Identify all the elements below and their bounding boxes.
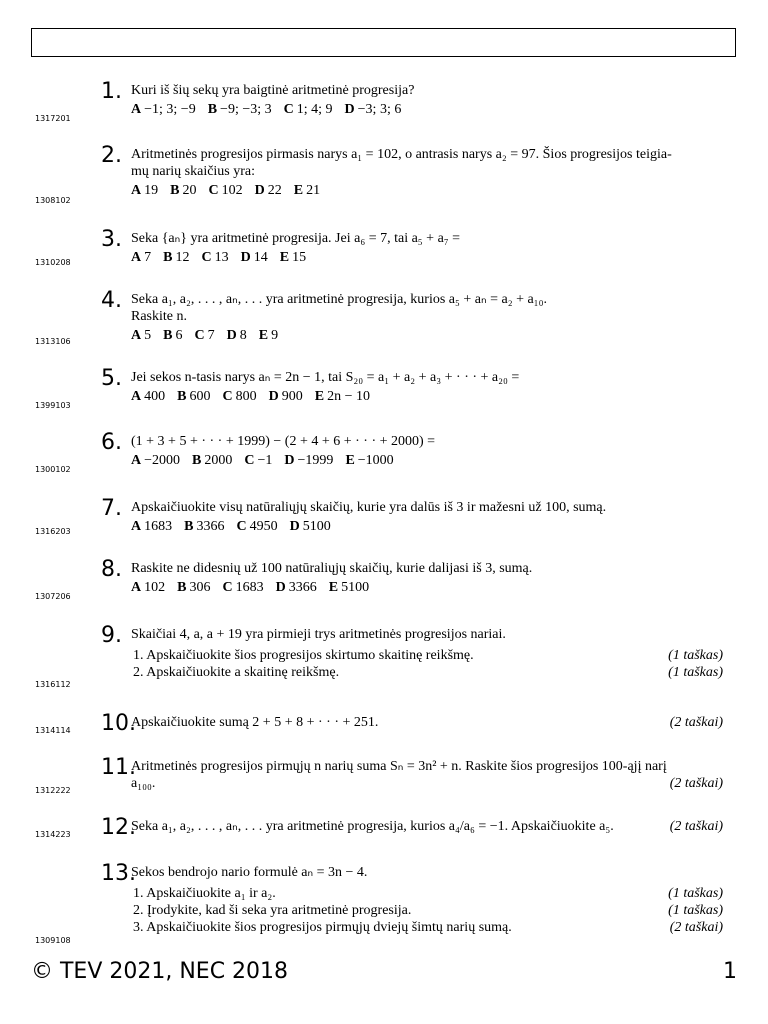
problem-code: 1317201 [35, 114, 71, 123]
problem-code: 1316112 [35, 680, 71, 689]
problem-text: Apskaičiuokite visų natūraliųjų skaičių, kurie yra dalūs iš 3 ir mažesni už 100, sumą. [131, 500, 607, 515]
problem-code: 1314223 [35, 830, 71, 839]
answer-options [131, 249, 723, 266]
answer-option [170, 183, 196, 198]
answer-option [222, 580, 263, 595]
option-letter: D [254, 183, 265, 198]
option-text: 14 [253, 250, 268, 265]
problem-body [131, 230, 723, 266]
problem-text: Skaičiai 4, a, a + 19 yra pirmieji trys aritmetinės progresijos nariai. [131, 627, 506, 642]
points-label: (2 taškai) [669, 819, 723, 834]
problem-body [131, 146, 723, 199]
option-text: 306 [189, 580, 211, 595]
option-text: 19 [144, 183, 159, 198]
option-letter: C [283, 102, 294, 117]
option-text: 102 [221, 183, 243, 198]
option-letter: E [293, 183, 304, 198]
option-letter: B [192, 453, 202, 468]
problem-number: 5. [101, 366, 122, 391]
problem-number: 9. [101, 623, 122, 648]
answer-option [131, 250, 151, 265]
answer-option [284, 102, 333, 117]
problem-number: 1. [101, 79, 122, 104]
problem-code: 1307206 [35, 592, 71, 601]
option-text: 20 [182, 183, 197, 198]
answer-option [194, 328, 214, 343]
answer-option [163, 328, 182, 343]
answer-options [131, 327, 723, 344]
subquestion [131, 885, 723, 902]
option-letter: B [207, 102, 218, 117]
problem-number: 11. [101, 755, 136, 780]
problem-code: 1313106 [35, 337, 71, 346]
answer-option [259, 328, 278, 343]
answer-option [131, 389, 165, 404]
problem-body [131, 82, 723, 118]
option-letter: A [131, 519, 142, 534]
option-text: 400 [144, 389, 166, 404]
problem-body [131, 291, 723, 344]
option-text: 5100 [302, 519, 331, 534]
option-letter: D [289, 519, 300, 534]
problem-body [131, 758, 723, 792]
subquestion [131, 902, 723, 919]
option-letter: C [244, 453, 255, 468]
points-label: (1 taškas) [668, 903, 723, 918]
points-label: (2 taškai) [669, 776, 723, 791]
option-text: 7 [144, 250, 152, 265]
subquestion [131, 664, 723, 681]
answer-option [244, 453, 272, 468]
answer-option [131, 580, 165, 595]
option-text: 15 [292, 250, 307, 265]
option-letter: E [314, 389, 325, 404]
option-letter: B [170, 183, 180, 198]
answer-option [280, 250, 306, 265]
option-text: 5 [144, 328, 152, 343]
option-text: 7 [207, 328, 215, 343]
option-letter: C [201, 250, 212, 265]
answer-option [227, 328, 247, 343]
option-letter: C [236, 519, 247, 534]
answer-option [241, 250, 268, 265]
problem-code: 1314114 [35, 726, 71, 735]
answer-options [131, 182, 723, 199]
option-letter: A [131, 580, 142, 595]
option-letter: A [131, 250, 142, 265]
option-letter: B [177, 580, 187, 595]
problem-text: Sekos bendrojo nario formulė aₙ = 3n − 4. [131, 865, 368, 880]
option-text: 1; 4; 9 [296, 102, 333, 117]
option-text: −3; 3; 6 [357, 102, 402, 117]
option-letter: C [194, 328, 205, 343]
option-letter: B [177, 389, 187, 404]
option-text: 3366 [288, 580, 317, 595]
footer-copyright: © TEV 2021, NEC 2018 [31, 959, 289, 984]
option-text: 102 [144, 580, 166, 595]
answer-option [345, 453, 393, 468]
problem-text: Aritmetinės progresijos pirmasis narys a₁ = 102, o antrasis narys a₂ = 97. Šios progresijos teigia- [131, 147, 672, 162]
problem-body [131, 864, 723, 936]
option-letter: B [184, 519, 194, 534]
problem-text: Aritmetinės progresijos pirmųjų n narių suma Sₙ = 3n² + n. Raskite šios progresijos 100-ąjį narį [131, 759, 667, 774]
option-letter: E [258, 328, 269, 343]
problem-text: Kuri iš šių sekų yra baigtinė aritmetinė progresija? [131, 83, 415, 98]
problem-text: Apskaičiuokite sumą 2 + 5 + 8 + · · · + 251. [131, 715, 379, 730]
option-letter: A [131, 389, 142, 404]
answer-option [131, 328, 151, 343]
problem-code: 1312222 [35, 786, 71, 795]
option-letter: A [131, 453, 142, 468]
answer-option [192, 453, 232, 468]
option-text: 3366 [196, 519, 225, 534]
option-letter: B [163, 250, 173, 265]
answer-option [269, 389, 303, 404]
answer-option [177, 580, 210, 595]
option-text: 22 [267, 183, 282, 198]
answer-option [315, 389, 370, 404]
option-letter: C [208, 183, 219, 198]
option-letter: D [240, 250, 251, 265]
subquestion-text: 1. Apskaičiuokite a₁ ir a₂. [133, 886, 276, 901]
option-text: −1; 3; −9 [144, 102, 196, 117]
answer-options [131, 452, 723, 469]
option-letter: A [131, 102, 142, 117]
problem-number: 4. [101, 288, 122, 313]
option-text: −1000 [357, 453, 394, 468]
option-text: 2n − 10 [327, 389, 370, 404]
problem-number: 13. [101, 861, 136, 886]
answer-options [131, 518, 723, 535]
problem-number: 12. [101, 815, 136, 840]
answer-option [284, 453, 333, 468]
problem-text: Seka a₁, a₂, . . . , aₙ, . . . yra aritmetinė progresija, kurios a₄/a₆ = −1. Apskaičiuokite a₅. [131, 819, 614, 834]
option-text: −2000 [144, 453, 181, 468]
problem-text: a₁₀₀. [131, 776, 156, 791]
problem-code: 1310208 [35, 258, 71, 267]
problem-line-with-points [131, 818, 723, 835]
problem-number: 10. [101, 711, 136, 736]
problem-text: Seka a₁, a₂, . . . , aₙ, . . . yra aritmetinė progresija, kurios a₅ + aₙ = a₂ + a₁₀. [131, 292, 547, 307]
option-letter: E [279, 250, 290, 265]
answer-options [131, 388, 723, 405]
option-letter: E [328, 580, 339, 595]
option-text: 600 [189, 389, 211, 404]
answer-option [131, 102, 196, 117]
problem-code: 1308102 [35, 196, 71, 205]
problem-body [131, 499, 723, 535]
points-label: (2 taškai) [669, 715, 723, 730]
subquestion-text: 1. Apskaičiuokite šios progresijos skirtumo skaitinę reikšmę. [133, 648, 474, 663]
option-letter: D [226, 328, 237, 343]
answer-option [131, 519, 172, 534]
problem-body [131, 560, 723, 596]
option-letter: A [131, 328, 142, 343]
answer-option [208, 183, 242, 198]
problem-number: 8. [101, 557, 122, 582]
problem-line-with-points [131, 714, 723, 731]
problem-number: 3. [101, 227, 122, 252]
option-text: 12 [175, 250, 190, 265]
answer-option [177, 389, 210, 404]
answer-option [294, 183, 320, 198]
problem-number: 7. [101, 496, 122, 521]
answer-option [329, 580, 369, 595]
problem-body [131, 626, 723, 681]
answer-option [163, 250, 189, 265]
option-text: 1683 [235, 580, 264, 595]
page-number: 1 [723, 959, 737, 984]
points-label: (1 taškas) [668, 886, 723, 901]
option-letter: D [344, 102, 355, 117]
problem-body [131, 433, 723, 469]
problem-body [131, 818, 723, 835]
header-box [31, 28, 736, 57]
problem-code: 1316203 [35, 527, 71, 536]
option-text: 13 [214, 250, 229, 265]
option-text: 9 [271, 328, 279, 343]
option-letter: A [131, 183, 142, 198]
problem-text: mų narių skaičius yra: [131, 164, 256, 179]
option-text: 4950 [249, 519, 278, 534]
answer-option [131, 183, 158, 198]
points-label: (1 taškas) [668, 648, 723, 663]
problem-body [131, 714, 723, 731]
option-letter: D [268, 389, 279, 404]
points-label: (1 taškas) [668, 665, 723, 680]
option-text: −9; −3; 3 [220, 102, 272, 117]
answer-option [290, 519, 331, 534]
option-text: 2000 [204, 453, 233, 468]
answer-option [208, 102, 272, 117]
problem-line-with-points [131, 775, 723, 792]
subquestion [131, 919, 723, 936]
answer-options [131, 579, 723, 596]
option-letter: C [222, 580, 233, 595]
subquestion-list [131, 647, 723, 681]
points-label: (2 taškai) [669, 920, 723, 935]
problem-number: 6. [101, 430, 122, 455]
answer-option [345, 102, 402, 117]
answer-option [255, 183, 282, 198]
subquestion-list [131, 885, 723, 936]
problem-code: 1399103 [35, 401, 71, 410]
answer-options [131, 101, 723, 118]
subquestion-text: 3. Apskaičiuokite šios progresijos pirmųjų dviejų šimtų narių sumą. [133, 920, 512, 935]
option-text: 800 [235, 389, 257, 404]
answer-option [276, 580, 317, 595]
answer-option [222, 389, 256, 404]
problem-text: Raskite ne didesnių už 100 natūraliųjų skaičių, kurie dalijasi iš 3, sumą. [131, 561, 533, 576]
problem-text: Jei sekos n-tasis narys aₙ = 2n − 1, tai S₂₀ = a₁ + a₂ + a₃ + · · · + a₂₀ = [131, 370, 520, 385]
option-text: 6 [175, 328, 183, 343]
subquestion-text: 2. Įrodykite, kad ši seka yra aritmetinė progresija. [133, 903, 412, 918]
option-text: 21 [306, 183, 321, 198]
option-letter: E [345, 453, 355, 468]
subquestion [131, 647, 723, 664]
answer-option [184, 519, 224, 534]
option-letter: B [163, 328, 173, 343]
subquestion-text: 2. Apskaičiuokite a skaitinę reikšmę. [133, 665, 340, 680]
option-text: 1683 [144, 519, 173, 534]
option-letter: D [284, 453, 295, 468]
answer-option [236, 519, 277, 534]
problem-text: Raskite n. [131, 309, 187, 324]
option-text: −1999 [297, 453, 334, 468]
option-letter: C [222, 389, 233, 404]
option-text: 8 [239, 328, 247, 343]
option-text: 5100 [341, 580, 370, 595]
answer-option [201, 250, 228, 265]
problem-text: (1 + 3 + 5 + · · · + 1999) − (2 + 4 + 6 + · · · + 2000) = [131, 434, 436, 449]
option-text: 900 [281, 389, 303, 404]
problem-text: Seka {aₙ} yra aritmetinė progresija. Jei a₆ = 7, tai a₅ + a₇ = [131, 231, 461, 246]
problem-body [131, 369, 723, 405]
option-text: −1 [257, 453, 273, 468]
option-letter: D [275, 580, 286, 595]
problem-code: 1309108 [35, 936, 71, 945]
problem-code: 1300102 [35, 465, 71, 474]
problem-number: 2. [101, 143, 122, 168]
answer-option [131, 453, 180, 468]
